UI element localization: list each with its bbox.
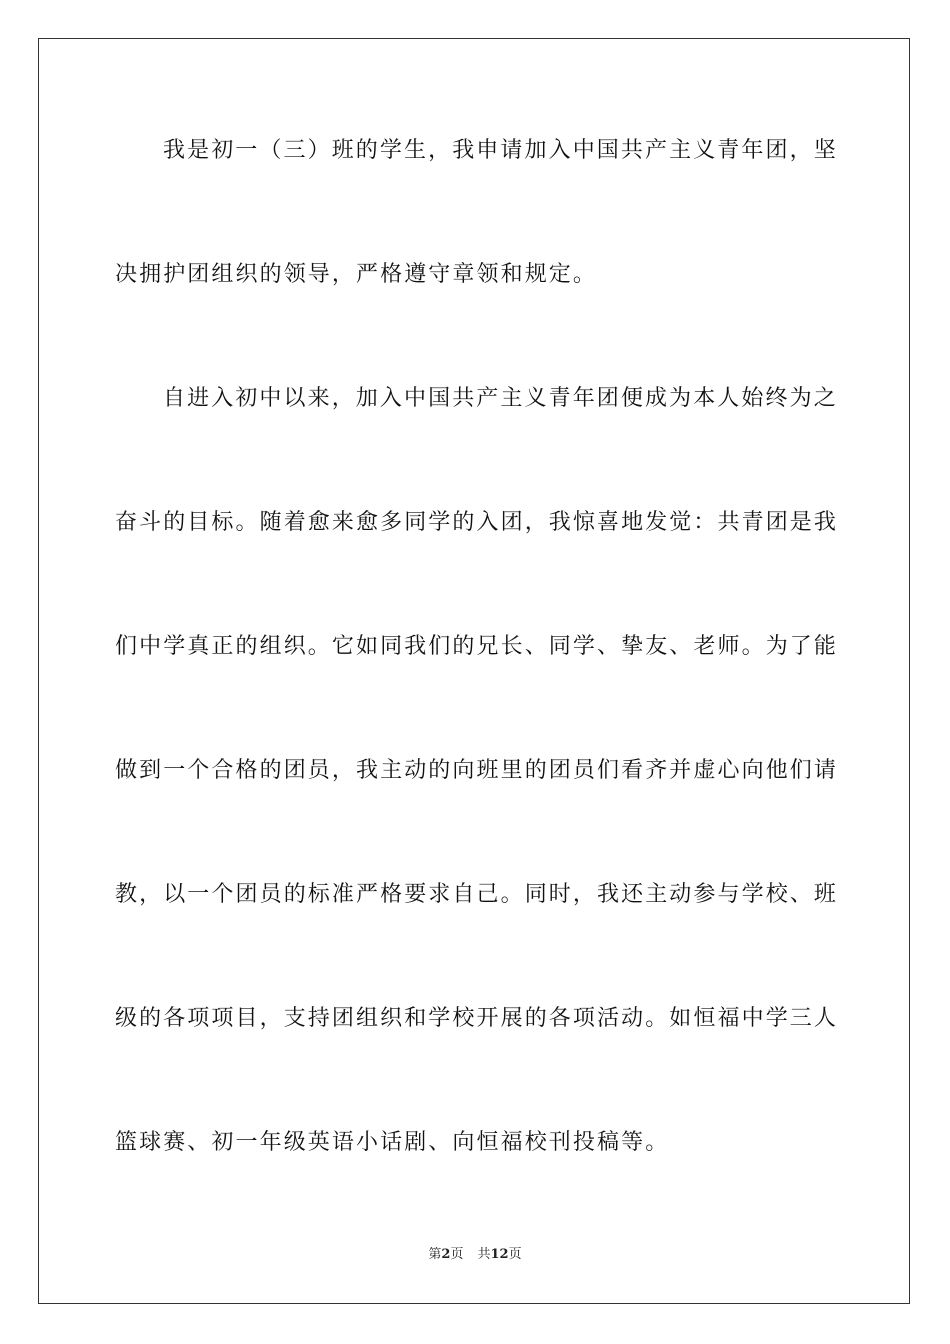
paragraph-2-line-4: 做到一个合格的团员，我主动的向班里的团员们看齐并虚心向他们请 xyxy=(115,758,839,783)
paragraph-1-line-1: 我是初一（三）班的学生，我申请加入中国共产主义青年团，坚 xyxy=(163,138,838,163)
total-prefix: 共 xyxy=(477,1247,491,1262)
current-page-number: 2 xyxy=(441,1247,451,1262)
paragraph-2-line-6: 级的各项项目，支持团组织和学校开展的各项活动。如恒福中学三人 xyxy=(115,1006,839,1031)
paragraph-1-line-2: 决拥护团组织的领导，严格遵守章领和规定。 xyxy=(115,262,598,287)
page-footer xyxy=(0,1246,950,1264)
page-border xyxy=(38,38,910,1304)
paragraph-2-line-3: 们中学真正的组织。它如同我们的兄长、同学、挚友、老师。为了能 xyxy=(115,634,839,659)
paragraph-2-line-7: 篮球赛、初一年级英语小话剧、向恒福校刊投稿等。 xyxy=(115,1130,670,1155)
total-page-number: 12 xyxy=(490,1247,509,1262)
page-prefix: 第 xyxy=(428,1247,442,1262)
total-suffix: 页 xyxy=(508,1247,522,1262)
page-suffix: 页 xyxy=(450,1247,464,1262)
paragraph-2-line-1: 自进入初中以来，加入中国共产主义青年团便成为本人始终为之 xyxy=(163,386,838,411)
paragraph-2-line-2: 奋斗的目标。随着愈来愈多同学的入团，我惊喜地发觉：共青团是我 xyxy=(115,510,839,535)
paragraph-2-line-5: 教，以一个团员的标准严格要求自己。同时，我还主动参与学校、班 xyxy=(115,882,839,907)
